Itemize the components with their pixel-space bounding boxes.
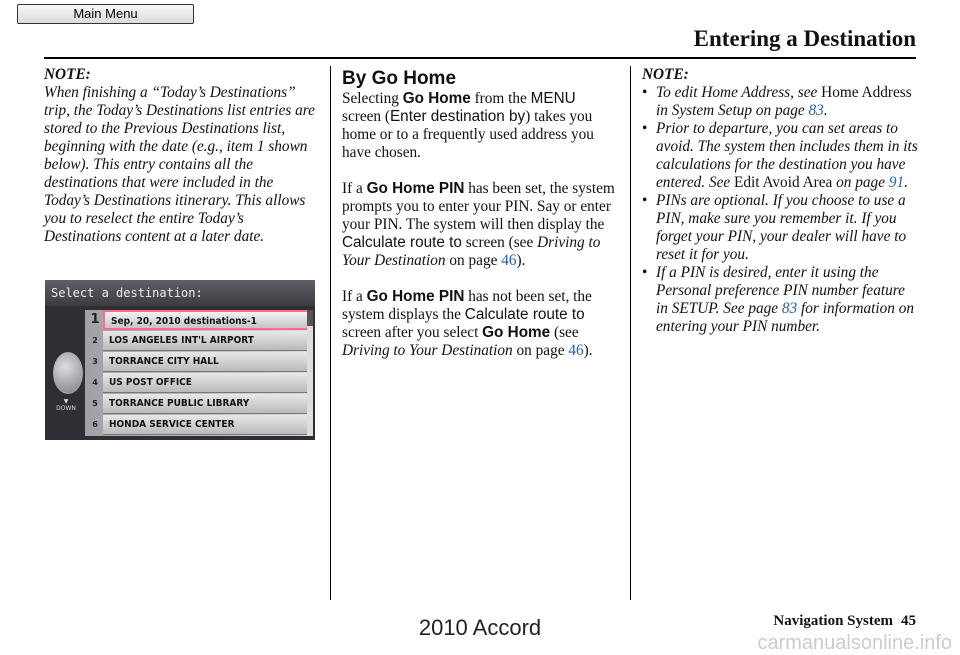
list-item[interactable]: US POST OFFICE: [103, 373, 309, 393]
down-label: DOWN: [56, 405, 76, 412]
site-watermark: carmanualsonline.info: [757, 632, 952, 654]
column-divider-2: [630, 66, 631, 600]
page-number: 45: [901, 613, 916, 629]
down-arrow-icon: ▼: [63, 398, 69, 405]
page-link[interactable]: 91: [888, 174, 905, 191]
note-label: NOTE:: [642, 66, 689, 83]
row-number: 2: [92, 336, 98, 345]
column-2: [342, 66, 618, 360]
navigation-screenshot: [45, 280, 315, 440]
row-number: 4: [92, 378, 98, 387]
page-title: Entering a Destination: [693, 26, 916, 51]
column-1: [44, 66, 318, 246]
interface-knob-icon: [53, 352, 83, 394]
list-item[interactable]: TORRANCE PUBLIC LIBRARY: [103, 394, 309, 414]
list-item[interactable]: LOS ANGELES INT'L AIRPORT: [103, 331, 309, 351]
section-name: Navigation System: [773, 613, 893, 629]
section-heading: By Go Home: [342, 68, 457, 89]
page-link[interactable]: 83: [781, 300, 798, 317]
note-item: • If a PIN is desired, enter it using the Personal preference PIN number feature in SETUP. See page 83 for information on entering your PIN number.: [642, 264, 915, 335]
title-rule: [44, 57, 916, 59]
row-number: 1: [90, 312, 100, 327]
note-label: NOTE:: [44, 66, 91, 83]
page-link[interactable]: 83: [808, 102, 824, 119]
scrollbar[interactable]: [307, 310, 313, 436]
note-text: When finishing a “Today’s Destinations” trip, the Today’s Destinations list entries are stored to the Previous Destinations list, beginning with the date (e.g., item 1 shown below). This entry contains all the destinations that were included in the Today’s Destinations itinerary. This allows you to reselect the entire Today’s Destinations content at a later date.: [44, 84, 315, 245]
scrollbar-thumb[interactable]: [307, 310, 313, 326]
note-item: • PINs are optional. If you choose to use a PIN, make sure you remember it. If you forget your PIN, your dealer will have to reset it for you.: [642, 192, 907, 263]
row-number: 3: [92, 357, 98, 366]
paragraph-pin-not-set: If a Go Home PIN has not been set, the system displays the Calculate route to screen after you select Go Home (see Driving to Your Destination on page 46).: [342, 288, 593, 359]
note-item: • Prior to departure, you can set areas to avoid. The system then includes them in its calculations for the destination you have entered. See Edit Avoid Area on page 91.: [642, 120, 918, 191]
page-link[interactable]: 46: [568, 342, 584, 359]
column-divider-1: [330, 66, 331, 600]
row-number: 6: [92, 420, 98, 429]
list-item[interactable]: TORRANCE CITY HALL: [103, 352, 309, 372]
watermark: 2010 Accord: [418, 615, 542, 640]
notes-list: [642, 84, 920, 336]
paragraph-go-home: Selecting Go Home from the MENU screen (Enter destination by) takes you home or to a frequently used address you have chosen.: [342, 90, 594, 161]
note-item: • To edit Home Address, see Home Address in System Setup on page 83.: [642, 84, 912, 119]
paragraph-pin-set: If a Go Home PIN has been set, the system prompts you to enter your PIN. Say or enter your PIN. The system will then display the Calculate route to screen (see Driving to Your Destination on page 46).: [342, 180, 615, 269]
main-menu-button[interactable]: Main Menu: [17, 4, 194, 24]
row-number: 5: [92, 399, 98, 408]
list-item[interactable]: HONDA SERVICE CENTER: [103, 415, 309, 435]
column-3: [642, 66, 920, 336]
list-item[interactable]: Sep, 20, 2010 destinations-1: [103, 310, 309, 330]
down-indicator: [55, 398, 77, 412]
page-link[interactable]: 46: [501, 252, 517, 269]
screen-header: Select a destination:: [45, 280, 315, 306]
